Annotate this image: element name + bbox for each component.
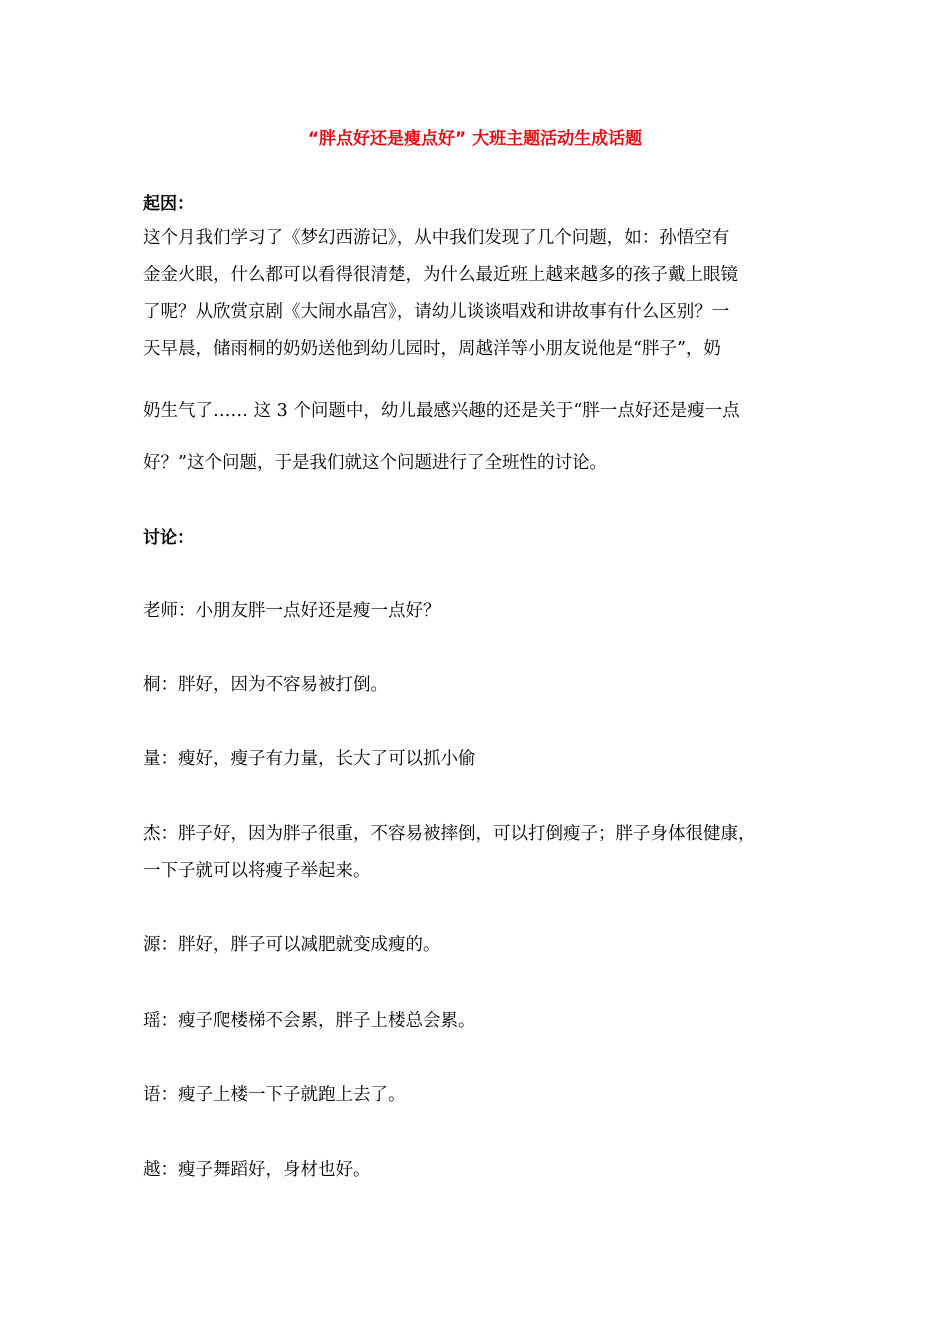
dialogue-line: 源：胖好，胖子可以减肥就变成瘦的。 — [143, 935, 441, 955]
discussion-heading: 讨论： — [143, 528, 194, 548]
dialogue-line: 越：瘦子舞蹈好，身材也好。 — [143, 1160, 371, 1180]
cause-line: 了呢？从欣赏京剧《大闹水晶宫》，请幼儿谈谈唱戏和讲故事有什么区别？一 — [143, 302, 730, 322]
dialogue-line: 量：瘦好，瘦子有力量，长大了可以抓小偷 — [143, 749, 476, 769]
cause-heading: 起因： — [143, 194, 194, 214]
document-title: “胖点好还是瘦点好” 大班主题活动生成话题 — [307, 129, 643, 149]
cause-line: 奶生气了…… 这 3 个问题中，幼儿最感兴趣的还是关于“胖一点好还是瘦一点 — [143, 401, 740, 421]
dialogue-line: 语：瘦子上楼一下子就跑上去了。 — [143, 1085, 406, 1105]
dialogue-line: 瑶：瘦子爬楼梯不会累，胖子上楼总会累。 — [143, 1011, 476, 1031]
dialogue-line: 杰：胖子好，因为胖子很重，不容易被摔倒，可以打倒瘦子；胖子身体很健康， — [143, 824, 756, 844]
cause-line: 金金火眼，什么都可以看得很清楚，为什么最近班上越来越多的孩子戴上眼镜 — [143, 265, 738, 285]
dialogue-line: 老师：小朋友胖一点好还是瘦一点好？ — [143, 601, 441, 621]
dialogue-line: 桐：胖好，因为不容易被打倒。 — [143, 675, 388, 695]
cause-line: 这个月我们学习了《梦幻西游记》，从中我们发现了几个问题，如：孙悟空有 — [143, 228, 730, 248]
cause-line: 天早晨，储雨桐的奶奶送他到幼儿园时，周越洋等小朋友说他是“胖子”，奶 — [143, 339, 721, 359]
dialogue-line: 一下子就可以将瘦子举起来。 — [143, 861, 371, 881]
cause-line: 好？”这个问题，于是我们就这个问题进行了全班性的讨论。 — [143, 453, 607, 473]
